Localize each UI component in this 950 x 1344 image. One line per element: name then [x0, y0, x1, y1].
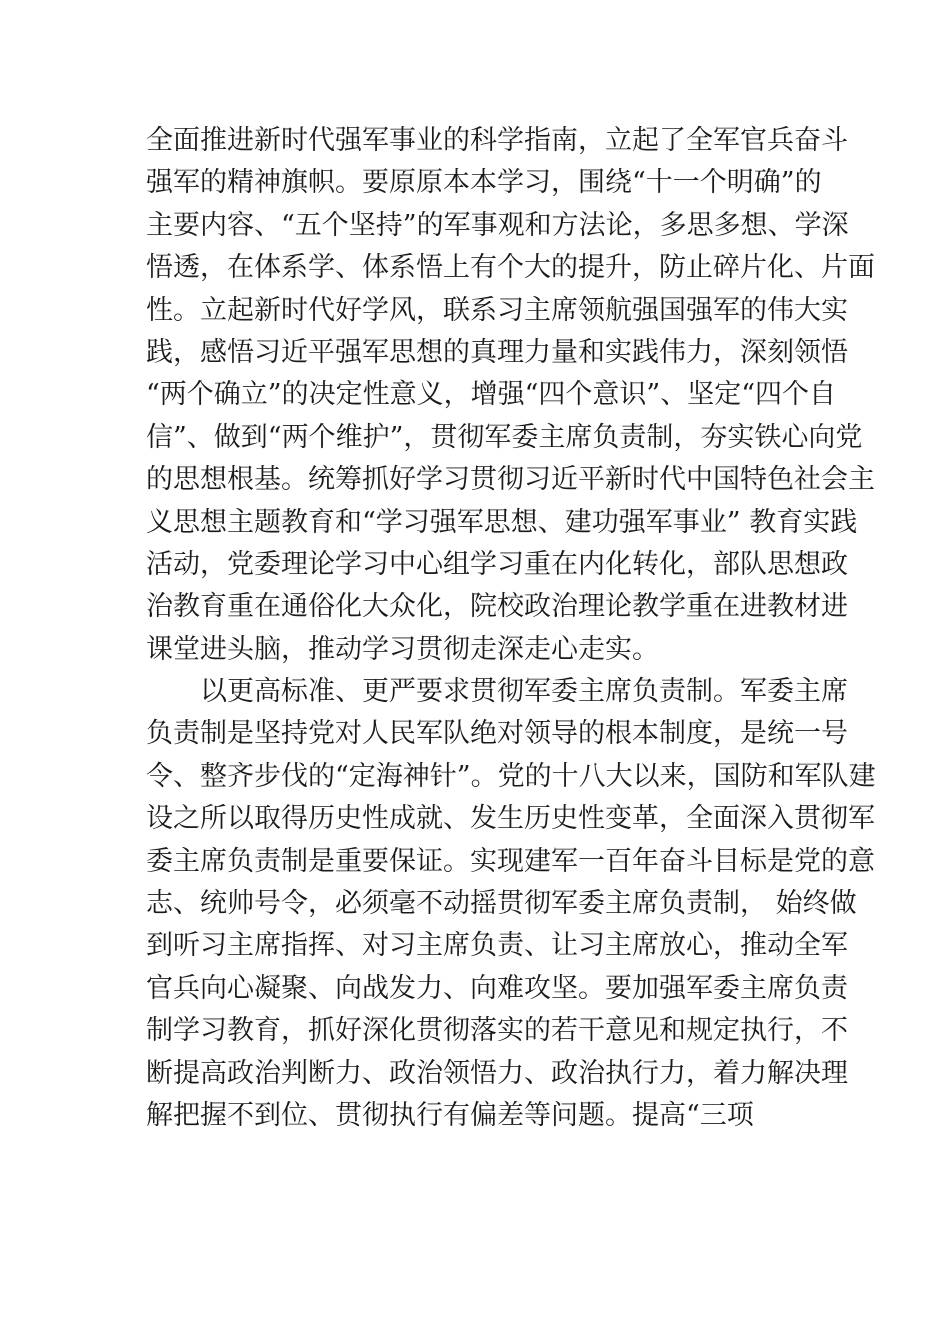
- text-line: 性。立起新时代好学风，联系习主席领航强国强军的伟大实: [146, 294, 848, 326]
- text-line: 志、统帅号令，必须毫不动摇贯彻军委主席负责制， 始终做: [146, 888, 857, 920]
- text-line: 全面推进新时代强军事业的科学指南，立起了全军官兵奋斗: [146, 125, 848, 156]
- text-line: 官兵向心凝聚、向战发力、向难攻坚。要加强军委主席负责: [146, 972, 848, 1004]
- text-line: 令、整齐步伐的“定海神针”。党的十八大以来，国防和军队建: [146, 760, 876, 792]
- text-line: 课堂进头脑，推动学习贯彻走深走心走实。: [146, 633, 659, 665]
- text-line: 治教育重在通俗化大众化，院校政治理论教学重在进教材进: [146, 591, 848, 623]
- text-line: 解把握不到位、贯彻执行有偏差等问题。提高“三项: [146, 1099, 754, 1131]
- text-line: 义思想主题教育和“学习强军思想、建功强军事业” 教育实践: [146, 506, 858, 538]
- text-line: 设之所以取得历史性成就、发生历史性变革，全面深入贯彻军: [146, 803, 875, 835]
- text-line: 践，感悟习近平强军思想的真理力量和实践伟力，深刻领悟: [146, 336, 848, 368]
- text-line: 活动，党委理论学习中心组学习重在内化转化，部队思想政: [146, 548, 848, 580]
- text-line: 负责制是坚持党对人民军队绝对领导的根本制度，是统一号: [146, 718, 848, 750]
- text-line: 委主席负责制是重要保证。实现建军一百年奋斗目标是党的意: [146, 845, 875, 877]
- paragraph-first-line: 以更高标准、更严要求贯彻军委主席负责制。军委主席: [200, 676, 848, 708]
- text-line: 制学习教育，抓好深化贯彻落实的若干意见和规定执行，不: [146, 1015, 848, 1047]
- text-line: 信”、做到“两个维护”，贯彻军委主席负责制，夯实铁心向党: [146, 421, 863, 453]
- text-line: 强军的精神旗帜。要原原本本学习，围绕“十一个明确”的: [146, 167, 822, 199]
- text-line: “两个确立”的决定性意义，增强“四个意识”、坚定“四个自: [146, 379, 837, 411]
- text-line: 到听习主席指挥、对习主席负责、让习主席放心，推动全军: [146, 930, 848, 962]
- text-line: 悟透，在体系学、体系悟上有个大的提升，防止碎片化、片面: [146, 252, 875, 284]
- text-line: 主要内容、“五个坚持”的军事观和方法论，多思多想、学深: [146, 209, 849, 241]
- text-line: 的思想根基。统筹抓好学习贯彻习近平新时代中国特色社会主: [146, 464, 875, 496]
- text-line: 断提高政治判断力、政治领悟力、政治执行力，着力解决理: [146, 1057, 848, 1089]
- body-text: [146, 120, 876, 1137]
